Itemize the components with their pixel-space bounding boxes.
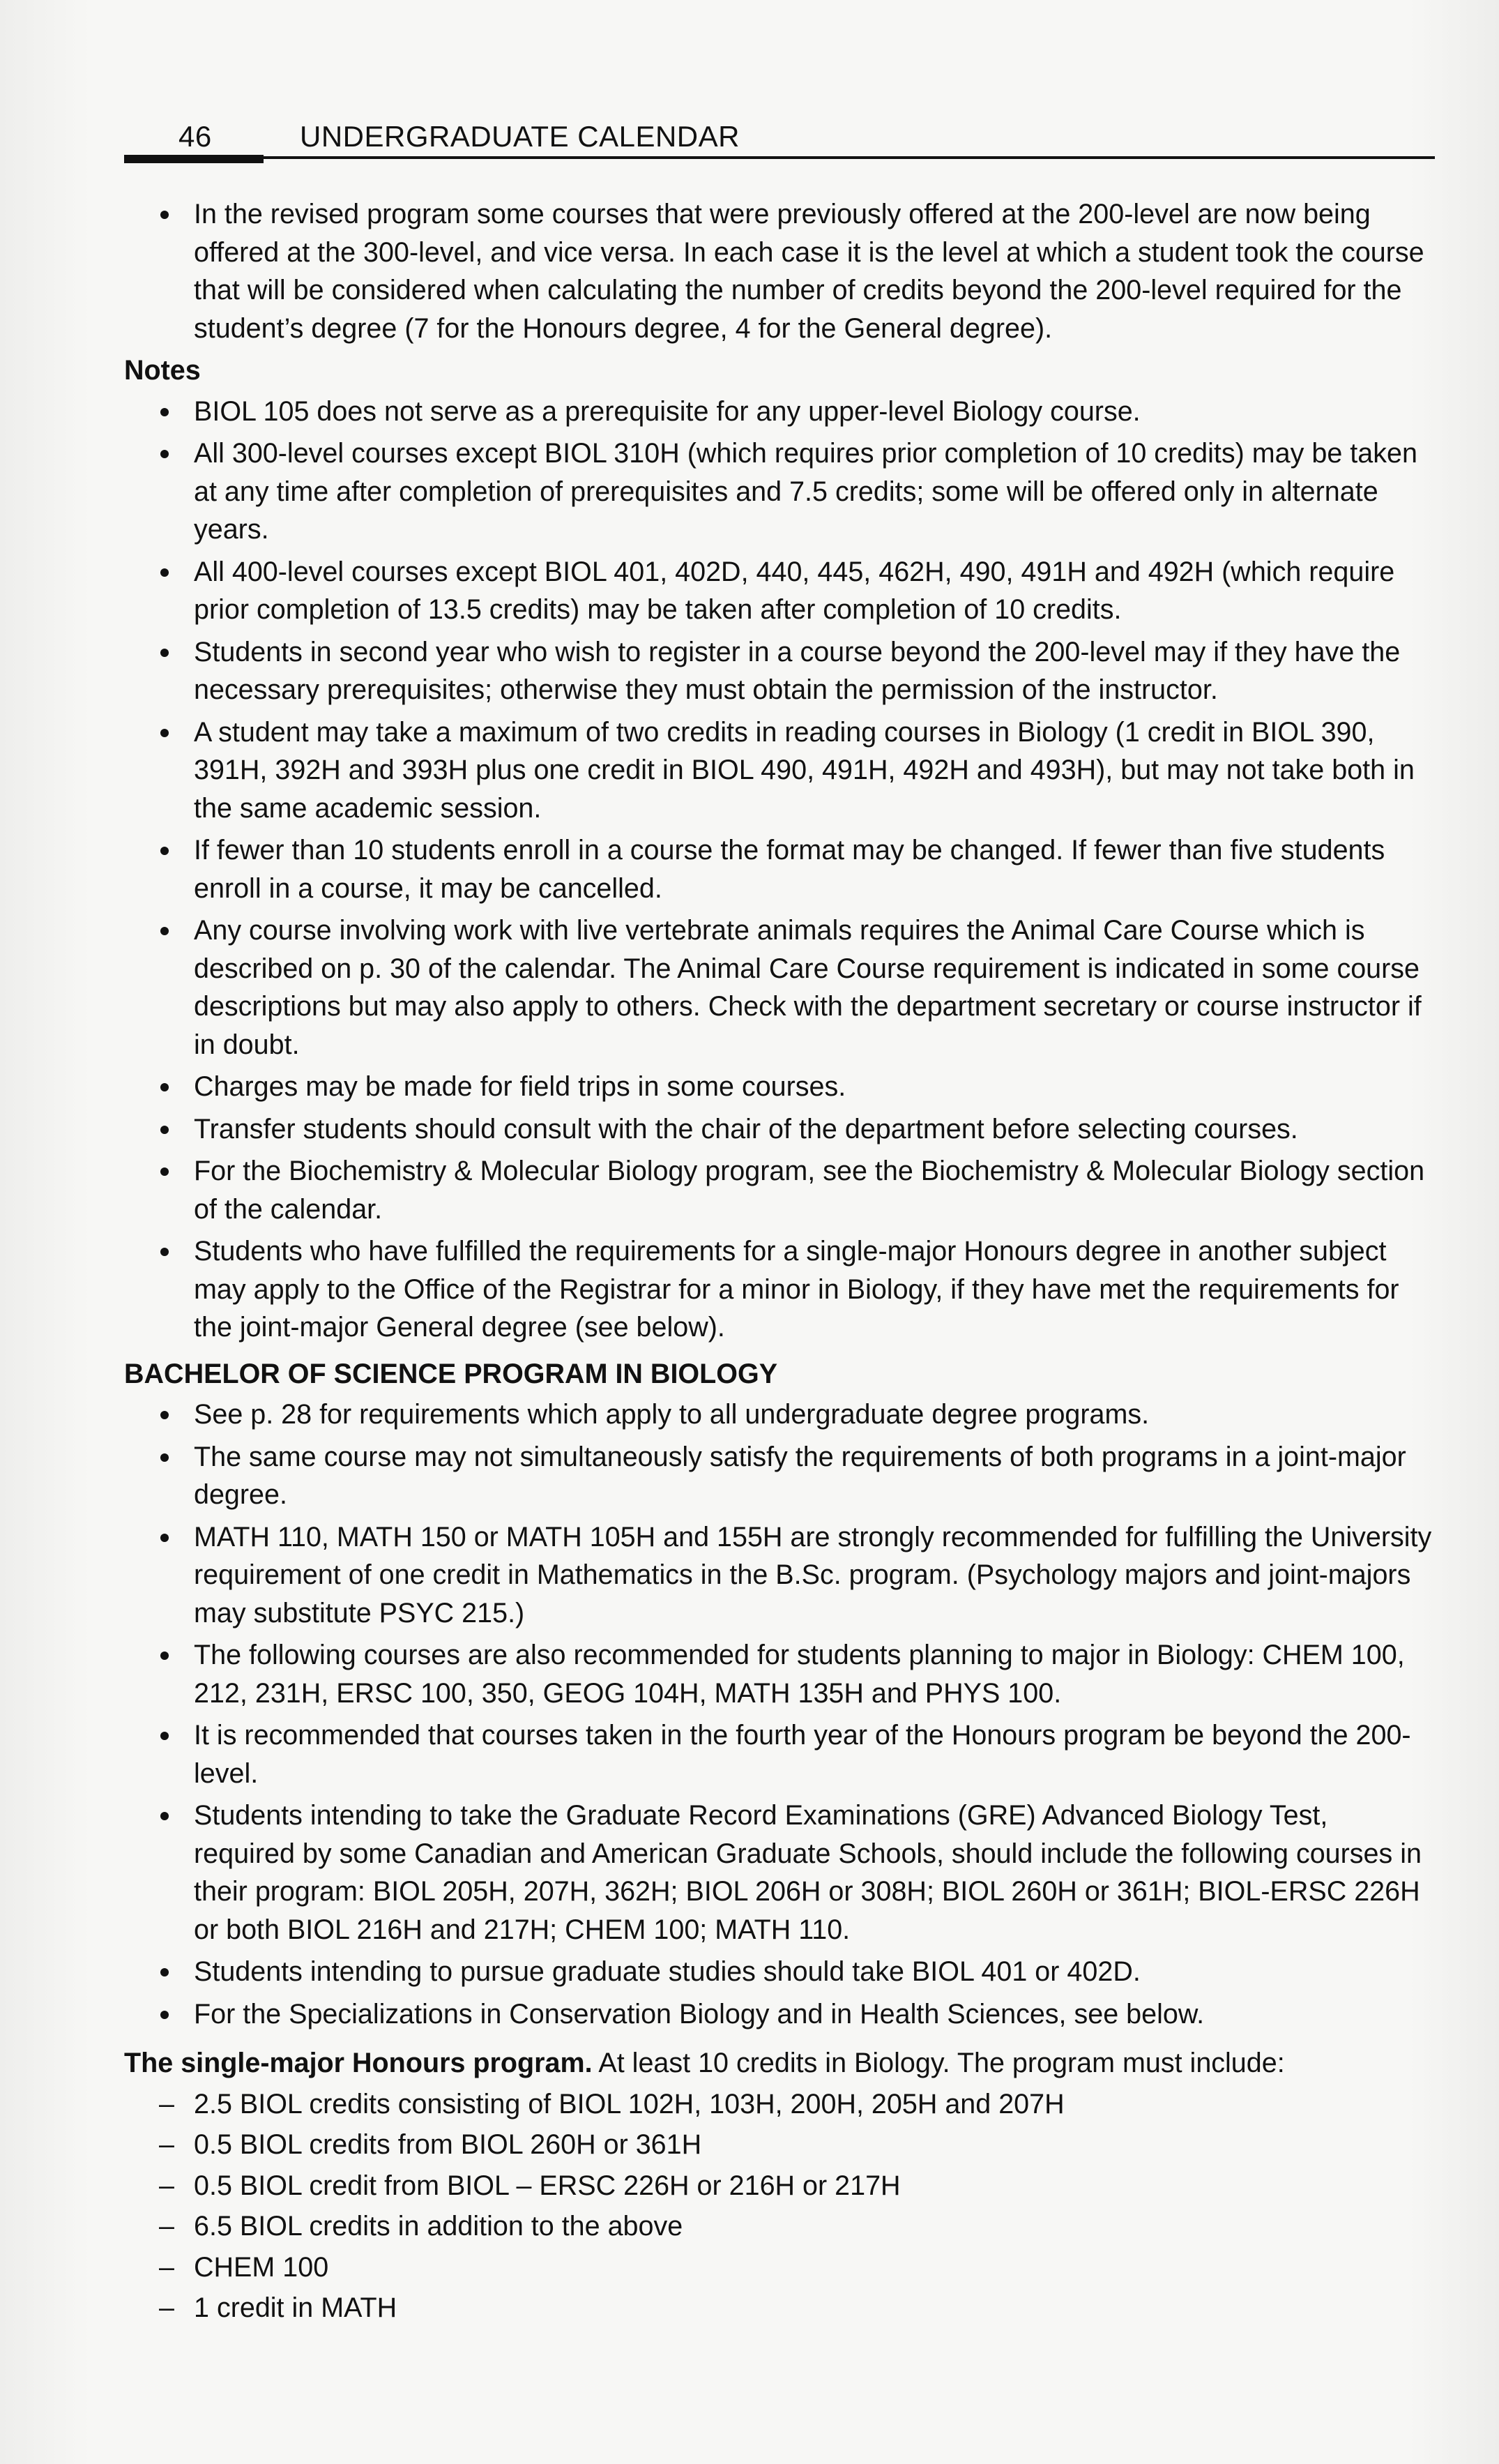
list-item: Transfer students should consult with the chair of the department before selecting courses. [124, 1110, 1435, 1149]
requirement-item: – 1 credit in MATH [124, 2289, 1435, 2327]
honours-program-intro [124, 2044, 1435, 2083]
page-content [124, 112, 1435, 2323]
bsc-program-heading: BACHELOR OF SCIENCE PROGRAM IN BIOLOGY [124, 1358, 778, 1389]
honours-program-label: The single-major Honours program. [124, 2048, 593, 2078]
honours-requirements-list [124, 2085, 1435, 2327]
list-item: Students in second year who wish to register in a course beyond the 200-level may if they have the necessary prerequisites; otherwise they must obtain the permission of the instructor. [124, 633, 1435, 709]
list-item: Any course involving work with live vertebrate animals requires the Animal Care Course which is described on p. 30 of the calendar. The Animal Care Course requirement is indicated in some course descriptions but may also apply to others. Check with the department secretary or course instructor if in doubt. [124, 912, 1435, 1064]
running-title: UNDERGRADUATE CALENDAR [300, 120, 740, 153]
list-item: Students intending to pursue graduate studies should take BIOL 401 or 402D. [124, 1953, 1435, 1991]
list-item: Students who have fulfilled the requirements for a single-major Honours degree in another subject may apply to the Office of the Registrar for a minor in Biology, if they have met the requirements for the joint-major General degree (see below). [124, 1232, 1435, 1347]
header-rule-accent [124, 155, 264, 163]
list-item: Charges may be made for field trips in some courses. [124, 1068, 1435, 1106]
list-item: All 300-level courses except BIOL 310H (which requires prior completion of 10 credits) may be taken at any time after completion of prerequisites and 7.5 credits; some will be offered only in alternate years. [124, 434, 1435, 549]
list-item: If fewer than 10 students enroll in a course the format may be changed. If fewer than five students enroll in a course, it may be cancelled. [124, 831, 1435, 907]
requirement-item: – 0.5 BIOL credit from BIOL – ERSC 226H or 216H or 217H [124, 2167, 1435, 2205]
list-item: For the Specializations in Conservation Biology and in Health Sciences, see below. [124, 1995, 1435, 2034]
list-item: For the Biochemistry & Molecular Biology program, see the Biochemistry & Molecular Biology section of the calendar. [124, 1152, 1435, 1228]
requirement-item: – 6.5 BIOL credits in addition to the above [124, 2207, 1435, 2246]
list-item: The same course may not simultaneously satisfy the requirements of both programs in a joint-major degree. [124, 1438, 1435, 1514]
notes-list [124, 393, 1435, 1347]
list-item: All 400-level courses except BIOL 401, 402D, 440, 445, 462H, 490, 491H and 492H (which require prior completion of 13.5 credits) may be taken after completion of 10 credits. [124, 553, 1435, 629]
requirement-item: – 2.5 BIOL credits consisting of BIOL 102H, 103H, 200H, 205H and 207H [124, 2085, 1435, 2124]
header-rule [124, 156, 1435, 159]
list-item: Students intending to take the Graduate Record Examinations (GRE) Advanced Biology Test, required by some Canadian and American Graduate Schools, should include the following courses in their program: BIOL 205H, 207H, 362H; BIOL 206H or 308H; BIOL 260H or 361H; BIOL-ERSC 226H or both BIOL 216H and 217H; CHEM 100; MATH 110. [124, 1797, 1435, 1949]
notes-heading: Notes [124, 355, 201, 386]
honours-program-text: At least 10 credits in Biology. The program must include: [592, 2048, 1285, 2078]
list-item: In the revised program some courses that were previously offered at the 200-level are now being offered at the 300-level, and vice versa. In each case it is the level at which a student took the course that will be considered when calculating the number of credits beyond the 200-level required for the student’s degree (7 for the Honours degree, 4 for the General degree). [124, 195, 1435, 347]
list-item: A student may take a maximum of two credits in reading courses in Biology (1 credit in BIOL 390, 391H, 392H and 393H plus one credit in BIOL 490, 491H, 492H and 493H), but may not take both in the same academic session. [124, 713, 1435, 828]
list-item: See p. 28 for requirements which apply to all undergraduate degree programs. [124, 1396, 1435, 1434]
list-item: The following courses are also recommended for students planning to major in Biology: CHEM 100, 212, 231H, ERSC 100, 350, GEOG 104H, MATH 135H and PHYS 100. [124, 1636, 1435, 1712]
intro-list [124, 195, 1435, 347]
requirement-item: – CHEM 100 [124, 2248, 1435, 2287]
list-item: It is recommended that courses taken in the fourth year of the Honours program be beyond the 200-level. [124, 1716, 1435, 1792]
page-number: 46 [178, 120, 212, 153]
page-body [124, 195, 1435, 2330]
list-item: BIOL 105 does not serve as a prerequisite for any upper-level Biology course. [124, 393, 1435, 431]
list-item: MATH 110, MATH 150 or MATH 105H and 155H are strongly recommended for fulfilling the University requirement of one credit in Mathematics in the B.Sc. program. (Psychology majors and joint-majors may substitute PSYC 215.) [124, 1518, 1435, 1633]
requirement-item: – 0.5 BIOL credits from BIOL 260H or 361H [124, 2126, 1435, 2164]
running-header [124, 112, 1435, 160]
bsc-list [124, 1396, 1435, 2033]
